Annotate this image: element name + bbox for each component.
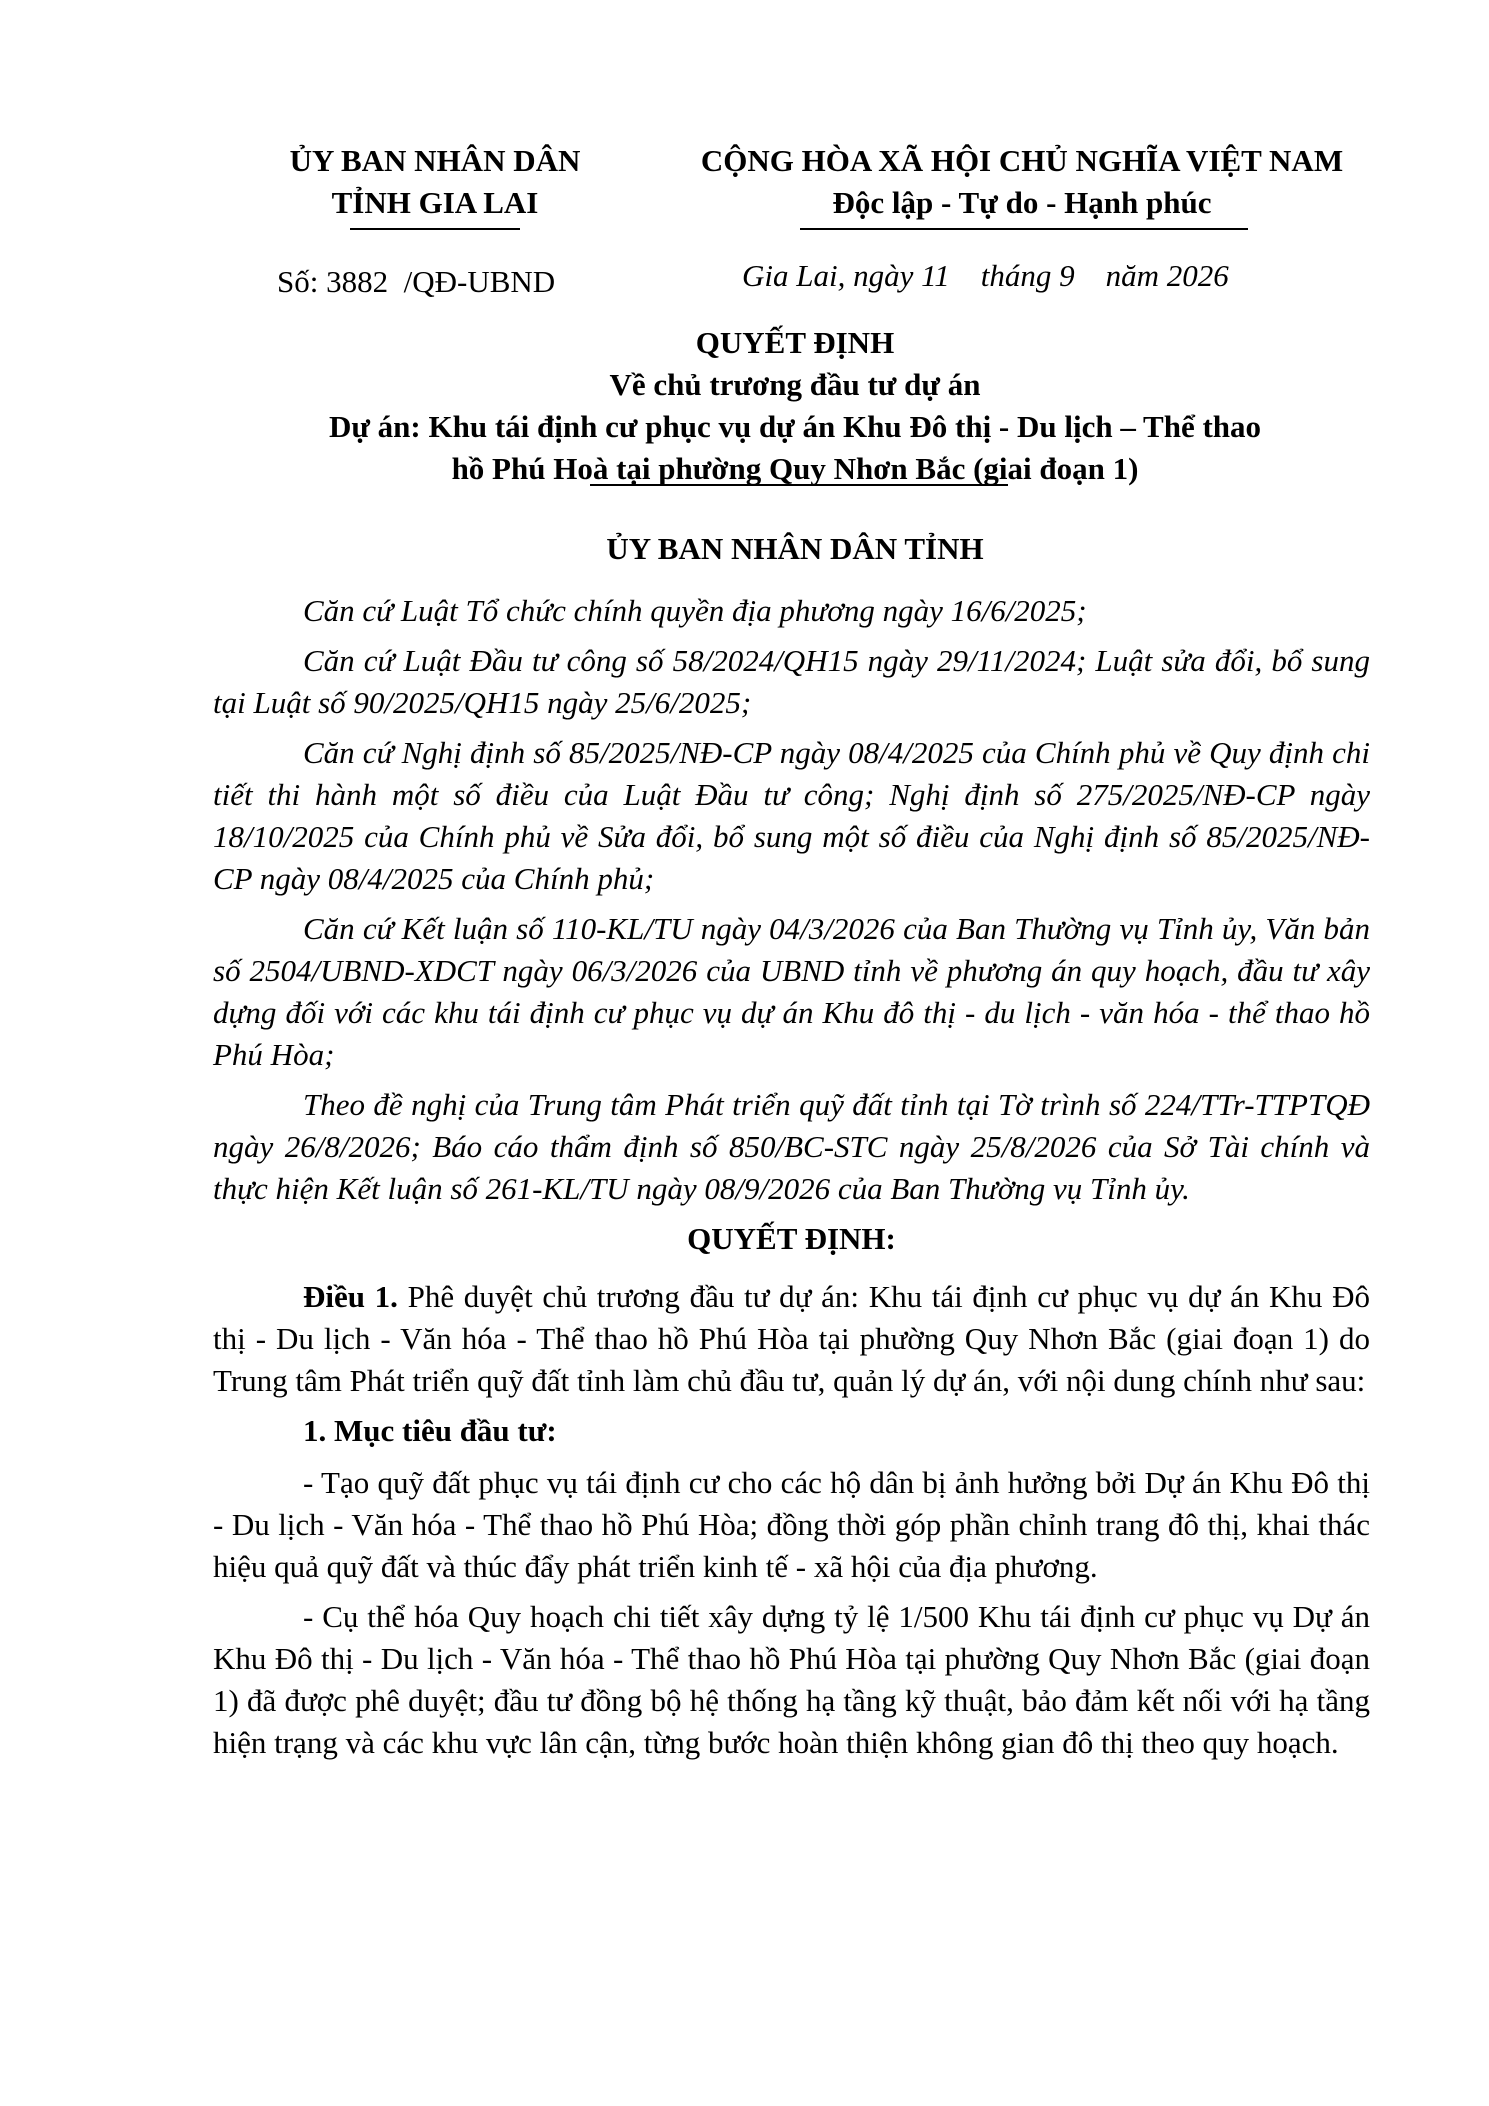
document-date: Gia Lai, ngày 11 tháng 9 năm 2026 [742, 258, 1229, 293]
article-1-text: Phê duyệt chủ trương đầu tư dự án: Khu tái định cư phục vụ dự án Khu Đô thị - Du lịch - Văn hóa - Thể thao hồ Phú Hòa tại phường Quy Nhơn Bắc (giai đoạn 1) do Trung tâm Phát triển quỹ đất tỉnh làm chủ đầu tư, quản lý dự án, với nội dung chính như sau: [213, 1279, 1370, 1398]
title-line-2: Về chủ trương đầu tư dự án [609, 367, 981, 402]
decision-heading: QUYẾT ĐỊNH: [687, 1221, 896, 1256]
legal-basis-5: Theo đề nghị của Trung tâm Phát triển quỹ đất tỉnh tại Tờ trình số 224/TTr-TTPTQĐ ngày 26/8/2026; Báo cáo thẩm định số 850/BC-STC ngày 25/8/2026 của Sở Tài chính và thực hiện Kết luận số 261-KL/TU ngày 08/9/2026 của Ban Thường vụ Tỉnh ủy. [213, 1087, 1370, 1206]
section-1-item-1: - Tạo quỹ đất phục vụ tái định cư cho các hộ dân bị ảnh hưởng bởi Dự án Khu Đô thị - Du lịch - Văn hóa - Thể thao hồ Phú Hòa; đồng thời góp phần chỉnh trang đô thị, khai thác hiệu quả quỹ đất và thúc đẩy phát triển kinh tế - xã hội của địa phương. [213, 1465, 1370, 1584]
authority-line-1: ỦY BAN NHÂN DÂN [289, 143, 581, 178]
title-underline [590, 484, 1008, 486]
article-1-label: Điều 1. [303, 1279, 398, 1314]
article-1 [213, 1276, 1370, 1402]
motto-line-1: CỘNG HÒA XÃ HỘI CHỦ NGHĨA VIỆT NAM [700, 143, 1344, 178]
document-number: Số: 3882 /QĐ-UBND [277, 264, 556, 299]
title-line-1: QUYẾT ĐỊNH [695, 325, 895, 360]
issuing-authority [235, 140, 635, 224]
legal-basis-1: Căn cứ Luật Tổ chức chính quyền địa phương ngày 16/6/2025; [303, 593, 1087, 628]
section-1-item-2: - Cụ thể hóa Quy hoạch chi tiết xây dựng tỷ lệ 1/500 Khu tái định cư phục vụ Dự án Khu Đô thị - Du lịch - Văn hóa - Thể thao hồ Phú Hòa tại phường Quy Nhơn Bắc (giai đoạn 1) đã được phê duyệt; đầu tư đồng bộ hệ thống hạ tầng kỹ thuật, bảo đảm kết nối với hạ tầng hiện trạng và các khu vực lân cận, từng bước hoàn thiện không gian đô thị theo quy hoạch. [213, 1599, 1370, 1760]
title-line-3: Dự án: Khu tái định cư phục vụ dự án Khu Đô thị - Du lịch – Thể thao [328, 409, 1262, 444]
document-body [213, 590, 1370, 1772]
authority-heading: ỦY BAN NHÂN DÂN TỈNH [606, 531, 984, 566]
document-title [210, 322, 1380, 490]
motto-underline [800, 228, 1248, 230]
national-motto [662, 140, 1382, 224]
legal-basis-2: Căn cứ Luật Đầu tư công số 58/2024/QH15 ngày 29/11/2024; Luật sửa đổi, bổ sung tại Luật số 90/2025/QH15 ngày 25/6/2025; [213, 643, 1370, 720]
legal-basis-3: Căn cứ Nghị định số 85/2025/NĐ-CP ngày 08/4/2025 của Chính phủ về Quy định chi tiết thi hành một số điều của Luật Đầu tư công; Nghị định số 275/2025/NĐ-CP ngày 18/10/2025 của Chính phủ về Sửa đổi, bổ sung một số điều của Nghị định số 85/2025/NĐ-CP ngày 08/4/2025 của Chính phủ; [213, 735, 1370, 896]
section-1-heading: 1. Mục tiêu đầu tư: [303, 1413, 557, 1448]
authority-underline [350, 228, 520, 230]
legal-basis-4: Căn cứ Kết luận số 110-KL/TU ngày 04/3/2026 của Ban Thường vụ Tỉnh ủy, Văn bản số 2504/UBND-XDCT ngày 06/3/2026 của UBND tỉnh về phương án quy hoạch, đầu tư xây dựng đối với các khu tái định cư phục vụ dự án Khu đô thị - du lịch - văn hóa - thể thao hồ Phú Hòa; [213, 911, 1370, 1072]
motto-line-2: Độc lập - Tự do - Hạnh phúc [832, 185, 1212, 220]
authority-line-2: TỈNH GIA LAI [331, 185, 539, 220]
title-line-4: hồ Phú Hoà tại phường Quy Nhơn Bắc (giai đoạn 1) [451, 451, 1139, 486]
